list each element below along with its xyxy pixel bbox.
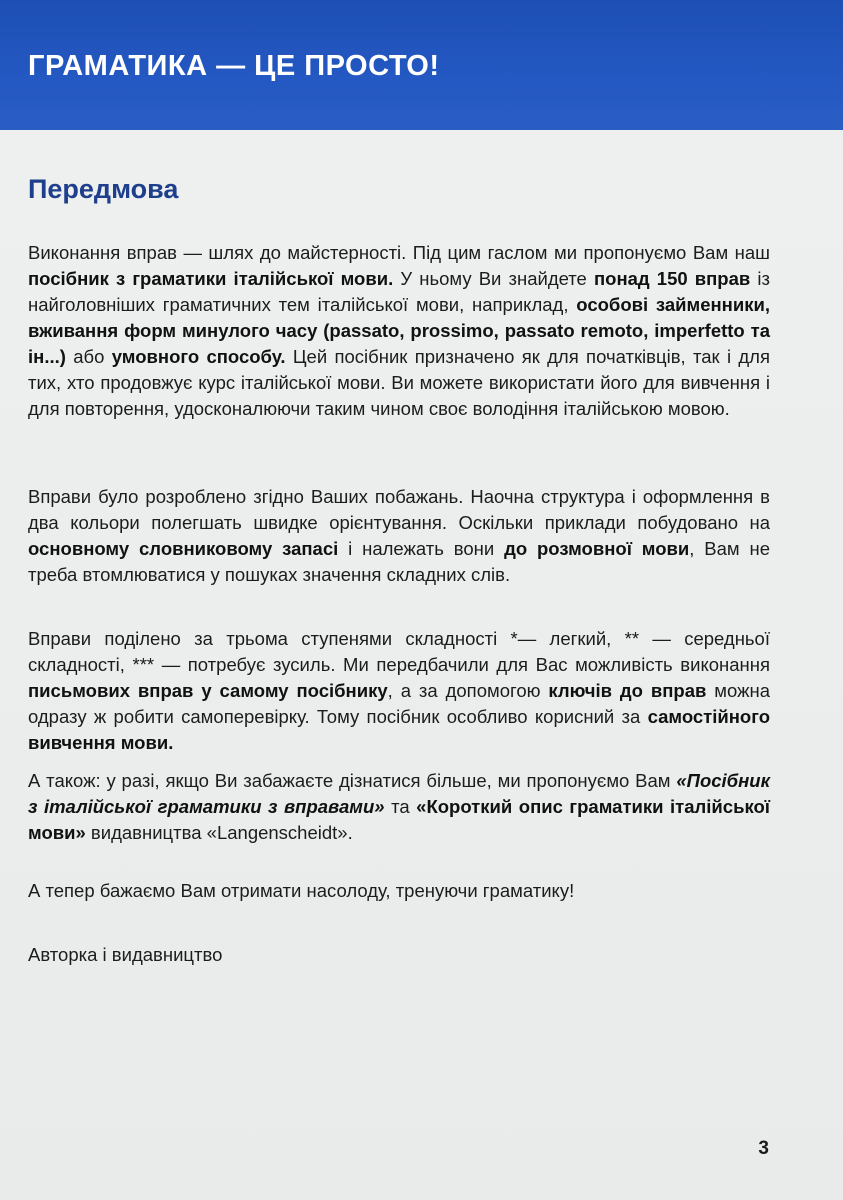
paragraph-intro (28, 240, 770, 422)
text-segment: Вправи було розроблено згідно Ваших побажань. Наочна структура і оформлення в два кольори полегшать швидке орієнтування. Оскільки приклади побудовано на (28, 486, 770, 533)
text-segment: або (65, 346, 112, 367)
text-segment: , а за допомогою (387, 680, 549, 701)
paragraph-difficulty (28, 626, 770, 756)
text-segment: «Короткий опис граматики італійської мови» (28, 796, 770, 843)
header-band (0, 0, 843, 130)
text-segment: основному словниковому запасі (28, 538, 339, 559)
text-segment: У ньому Ви знайдете (393, 268, 594, 289)
paragraph-signature (28, 942, 770, 968)
text-segment: Авторка і видавництво (28, 944, 223, 965)
page-number: 3 (758, 1138, 769, 1159)
text-segment: посібник з граматики італійської мови. (28, 268, 394, 289)
text-segment: умовного способу. (111, 346, 286, 367)
text-segment: із найголовніших граматичних тем італійської мови, наприклад, (28, 268, 770, 315)
section-heading: Передмова (28, 174, 179, 204)
text-segment: особові займенники, вживання форм минулого часу (passato, prossimo, passato remoto, imperfetto та ін...) (28, 294, 770, 367)
text-segment: самостійного вивчення мови. (28, 706, 770, 753)
text-segment: А також: у разі, якщо Ви забажаєте дізнатися більше, ми пропонуємо Вам (28, 770, 677, 791)
text-segment: ключів до вправ (548, 680, 707, 701)
text-segment: можна одразу ж робити самоперевірку. Тому посібник особливо корисний за (28, 680, 770, 727)
text-segment: та (384, 796, 417, 817)
book-title: ГРАМАТИКА — ЦЕ ПРОСТО! (28, 50, 440, 82)
text-segment: до розмовної мови (504, 538, 690, 559)
paragraph-further-reading (28, 768, 770, 846)
text-segment: , Вам не треба втомлюватися у пошуках значення складних слів. (28, 538, 770, 585)
text-segment: і належать вони (338, 538, 505, 559)
paragraph-structure (28, 484, 770, 588)
text-segment: Вправи поділено за трьома ступенями складності *— легкий, ** — середньої складності, *** — потребує зусиль. Ми передбачили для Вас можливість виконання (28, 628, 770, 675)
text-segment: понад 150 вправ (593, 268, 751, 289)
text-segment: А тепер бажаємо Вам отримати насолоду, тренуючи граматику! (28, 880, 575, 901)
text-segment: письмових вправ у самому посібнику (28, 680, 388, 701)
page-body (0, 130, 843, 1200)
paragraph-wish (28, 878, 770, 904)
text-segment: Виконання вправ — шлях до майстерності. Під цим гаслом ми пропонуємо Вам наш (28, 242, 770, 263)
text-segment: «Посібник з італійської граматики з вправами» (28, 770, 770, 817)
text-segment: видавництва «Langenscheidt». (85, 822, 353, 843)
text-segment: Цей посібник призначено як для початківців, так і для тих, хто продовжує курс італійської мови. Ви можете використати його для вивчення і для повторення, удосконалюючи таким чином своє володіння італійською мовою. (28, 346, 770, 419)
